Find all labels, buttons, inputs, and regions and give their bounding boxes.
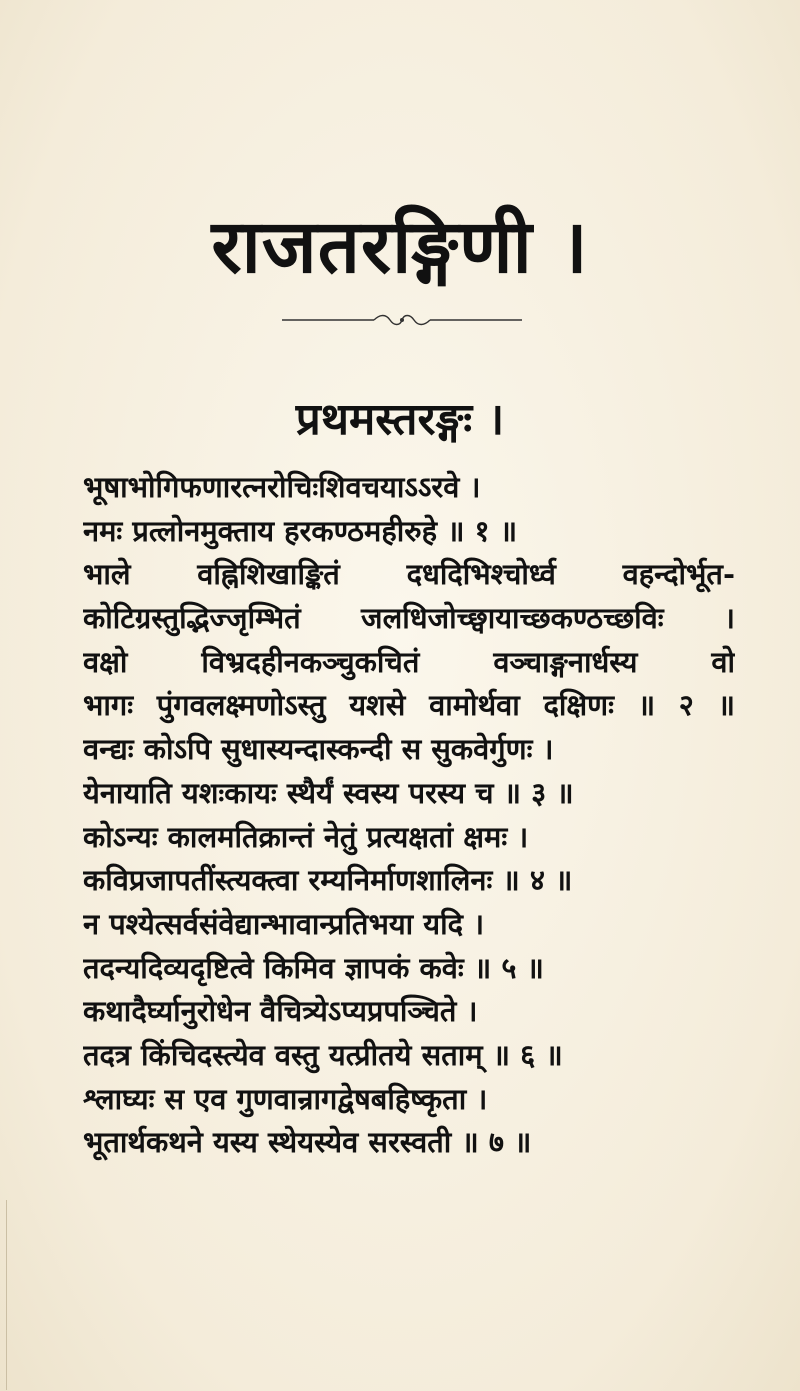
verse-line: कोटिग्रस्तुद्भिज्जृम्भितं जलधिजोच्छ्वायाच्छकण्ठच्छविः । — [83, 601, 735, 636]
verse-line: भूषाभोगिफणारत्नरोचिःशिवचयाऽऽरवे । — [83, 470, 481, 504]
verse-line: तदन्यदिव्यदृष्टित्वे किमिव ज्ञापकं कवेः ॥ ५ ॥ — [83, 950, 544, 985]
verse-line: नमः प्रत्लोनमुक्ताय हरकण्ठमहीरुहे ॥ १ ॥ — [83, 513, 518, 548]
book-title: राजतरङ्गिणी । — [211, 204, 589, 290]
chapter-heading: प्रथमस्तरङ्गः । — [295, 394, 505, 445]
verse-line: येनायाति यशःकायः स्थैर्यं स्वस्य परस्य च ॥ ३ ॥ — [83, 775, 574, 810]
flourish-divider-icon — [282, 314, 522, 326]
verse-line: कविप्रजापतींस्त्यक्त्वा रम्यनिर्माणशालिनः ॥ ४ ॥ — [83, 863, 573, 898]
verse-line: भाले वह्निशिखाङ्कितं दधदिभिश्चोर्ध्व वहन्दोर्भूत- — [83, 557, 735, 592]
verse-line: वन्द्यः कोऽपि सुधास्यन्दास्कन्दी स सुकवेर्गुणः । — [83, 732, 554, 767]
verse-line: कथादैर्घ्यानुरोधेन वैचित्र्येऽप्यप्रपञ्चिते । — [83, 994, 478, 1029]
verse-line: न पश्येत्सर्वसंवेद्यान्भावान्प्रतिभया यदि । — [83, 906, 485, 941]
verse-line: भूतार्थकथने यस्य स्थेयस्येव सरस्वती ॥ ७ ॥ — [83, 1125, 532, 1160]
verse-line: श्लाघ्यः स एव गुणवान्रागद्वेषबहिष्कृता । — [83, 1081, 488, 1116]
verse-line: वक्षो विभ्रदहीनकञ्चुकचितं वञ्चाङ्गनार्धस्य वो — [83, 644, 735, 679]
verse-line: भागः पुंगवलक्ष्मणोऽस्तु यशसे वामोर्थवा दक्षिणः ॥ २ ॥ — [83, 688, 735, 723]
verse-line: तदत्र किंचिदस्त्येव वस्तु यत्प्रीतये सताम् ॥ ६ ॥ — [83, 1037, 563, 1072]
verse-block — [83, 466, 735, 1165]
page-edge-mark — [6, 1200, 7, 1390]
verse-line: कोऽन्यः कालमतिक्रान्तं नेतुं प्रत्यक्षतां क्षमः । — [83, 819, 529, 854]
